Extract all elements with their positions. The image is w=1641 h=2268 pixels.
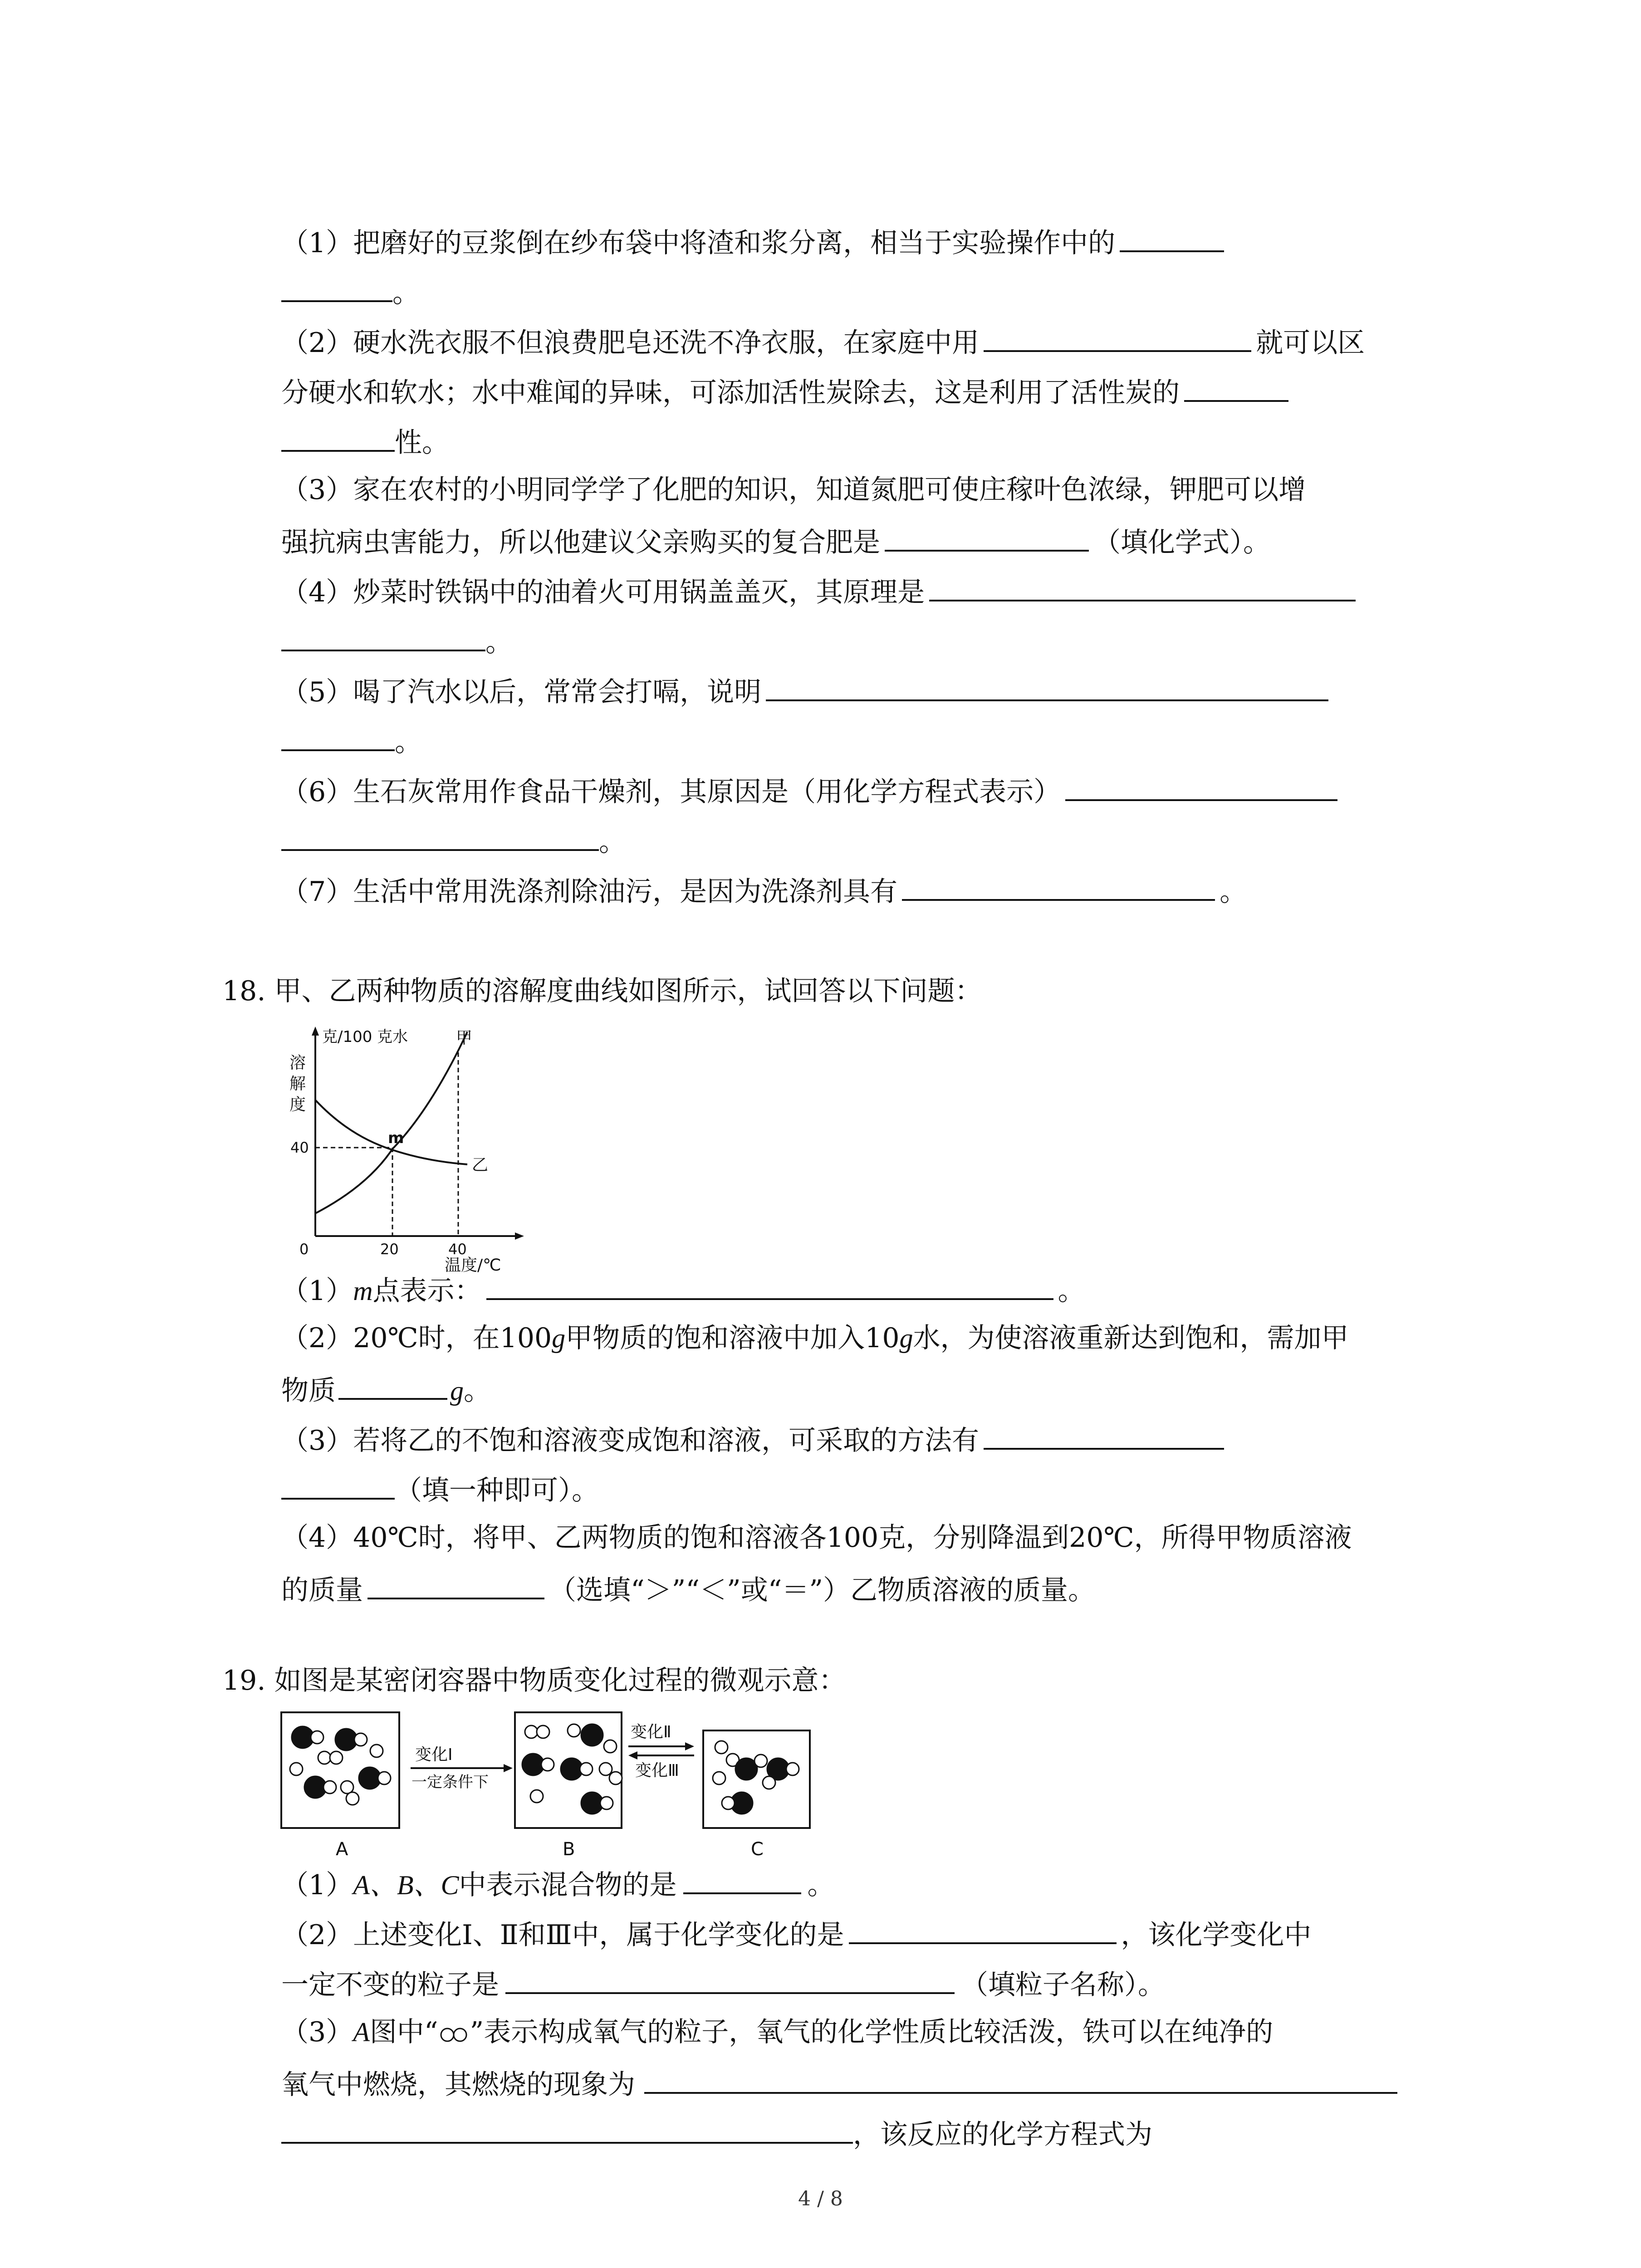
q17-text: 强抗病虫害能力，所以他建议父亲购买的复合肥是: [281, 527, 880, 558]
y-unit-label: 克/100 克水: [322, 1028, 408, 1046]
q17-text: （填化学式）。: [1093, 527, 1270, 558]
q17-text: （7）生活中常用洗涤剂除油污，是因为洗涤剂具有: [281, 876, 898, 908]
q17-text: 。: [485, 626, 513, 658]
q17-text: 。: [392, 277, 420, 309]
arrow2-head: [685, 1742, 694, 1750]
q17-line-14: [281, 871, 1247, 910]
q18-unit: g: [552, 1323, 566, 1353]
q17-line-10: [281, 671, 1328, 710]
q18-text: （2）20℃时，在100: [281, 1322, 552, 1354]
q18-text: （3）若将乙的不饱和溶液变成饱和溶液，可采取的方法有: [281, 1425, 980, 1457]
q17-text: 。: [1220, 876, 1247, 908]
q19-stem: 19. 如图是某密闭容器中物质变化过程的微观示意：: [222, 1665, 846, 1696]
q18-text: （4）40℃时，将甲、乙两物质的饱和溶液各100克，分别降温到20℃，所得甲物质溶液: [281, 1522, 1352, 1554]
q19-text: 中表示混合物的是: [459, 1869, 677, 1901]
q18-text: 甲物质的饱和溶液中加入10: [565, 1322, 900, 1354]
q17-line-1: [281, 222, 1224, 261]
q18-line-4: [281, 1420, 1224, 1459]
y-axis-label-1: 溶: [289, 1054, 306, 1072]
q19-text: （1）: [281, 1869, 353, 1901]
answer-blank[interactable]: [281, 821, 599, 851]
page-number: 4 / 8: [798, 2187, 843, 2210]
q17-line-7: [281, 522, 1270, 561]
q17-line-6: [281, 472, 1306, 508]
q18-unit: g: [899, 1323, 913, 1353]
answer-blank[interactable]: [1120, 222, 1224, 252]
q18-text: 点表示：: [372, 1275, 482, 1307]
x-tick-label-20: 20: [380, 1241, 399, 1258]
q18-line-7: [281, 1569, 1095, 1608]
q17-text: （6）生石灰常用作食品干燥剂，其原因是（用化学方程式表示）: [281, 776, 1061, 808]
q17-text: 就可以区: [1256, 327, 1365, 359]
origin-label: 0: [299, 1241, 309, 1258]
series-label-jia: 甲: [456, 1029, 473, 1047]
answer-blank[interactable]: [683, 1864, 801, 1894]
q17-text: （5）喝了汽水以后，常常会打嗝，说明: [281, 676, 762, 708]
box-c-particles: [713, 1741, 799, 1814]
q17-line-2: [281, 272, 420, 311]
q19-line-4: [281, 2014, 1273, 2050]
y-axis-label-2: 解: [289, 1075, 306, 1093]
q17-text: 分硬水和软水；水中难闻的异味，可添加活性炭除去，这是利用了活性炭的: [281, 377, 1180, 409]
q19-var: A: [353, 2017, 370, 2047]
oxygen-molecule-icon: [438, 2026, 470, 2044]
box-b-label: B: [563, 1839, 575, 1860]
answer-blank[interactable]: [766, 671, 1328, 701]
answer-blank[interactable]: [281, 1470, 395, 1500]
q17-text: （3）家在农村的小明同学学了化肥的知识，知道氮肥可使庄稼叶色浓绿，钾肥可以增: [281, 474, 1306, 506]
q18-text: 的质量: [281, 1574, 363, 1606]
q19-text: 一定不变的粒子是: [281, 1969, 499, 2001]
q19-text: ”表示构成氧气的粒子，氧气的化学性质比较活泼，铁可以在纯净的: [470, 2016, 1274, 2048]
q18-text: （1）: [281, 1275, 353, 1307]
q18-text: 。: [1058, 1275, 1085, 1307]
arrow2-top-label: 变化Ⅱ: [631, 1723, 671, 1741]
answer-blank[interactable]: [1065, 771, 1337, 801]
q18-text: 水，为使溶液重新达到饱和，需加甲: [913, 1322, 1349, 1354]
box-b-particles: [522, 1724, 622, 1814]
q19-line-5: [281, 2064, 1397, 2103]
x-axis-title: 温度/℃: [445, 1256, 501, 1275]
q18-text: （选填“＞”“＜”或“＝”）乙物质溶液的质量。: [549, 1574, 1096, 1606]
box-a-particles: [290, 1726, 391, 1805]
q19-text: 氧气中燃烧，其燃烧的现象为: [281, 2069, 635, 2101]
answer-blank[interactable]: [984, 322, 1251, 352]
answer-blank[interactable]: [281, 272, 392, 302]
q17-line-4: [281, 372, 1288, 411]
x-tick-label-40: 40: [448, 1241, 467, 1258]
box-c-label: C: [751, 1839, 764, 1860]
q17-text: （1）把磨好的豆浆倒在纱布袋中将渣和浆分离，相当于实验操作中的: [281, 227, 1116, 259]
answer-blank[interactable]: [984, 1420, 1224, 1450]
y-tick-label-40: 40: [290, 1139, 309, 1156]
q18-unit: g: [450, 1376, 464, 1406]
q19-text: 。: [807, 1869, 835, 1901]
q17-line-12: [281, 771, 1337, 810]
answer-blank[interactable]: [1184, 372, 1288, 402]
q17-line-11: [281, 721, 422, 760]
q18-text: （填一种即可）。: [395, 1475, 599, 1506]
answer-blank[interactable]: [367, 1569, 544, 1599]
q19-text: ，该反应的化学方程式为: [853, 2119, 1152, 2151]
answer-blank[interactable]: [644, 2064, 1397, 2094]
q19-line-6: [281, 2114, 1152, 2153]
answer-blank[interactable]: [281, 621, 485, 651]
q19-text: （3）: [281, 2016, 353, 2048]
arrow1-top-label: 变化Ⅰ: [415, 1745, 453, 1764]
q17-line-3: [281, 322, 1365, 361]
q17-line-13: [281, 821, 626, 860]
q19-text: （填粒子名称）。: [961, 1969, 1165, 2001]
q18-line-5: [281, 1470, 599, 1509]
curve-jia: [315, 1032, 467, 1213]
y-axis-label-3: 度: [289, 1095, 306, 1114]
micro-diagram: [279, 1710, 869, 1860]
q19-line-2: [281, 1914, 1312, 1953]
q18-text: 。: [464, 1375, 491, 1407]
q19-var: A、B、C: [353, 1870, 459, 1900]
point-m-label: m: [388, 1129, 404, 1147]
arrow1-head: [504, 1764, 513, 1772]
answer-blank[interactable]: [902, 871, 1215, 901]
solubility-chart: [277, 1023, 531, 1259]
answer-blank[interactable]: [885, 522, 1089, 552]
answer-blank[interactable]: [281, 721, 395, 751]
x-axis-arrow: [515, 1232, 524, 1240]
arrow3-head: [628, 1751, 637, 1760]
q19-text: ，该化学变化中: [1121, 1919, 1312, 1951]
q17-text: 性。: [395, 427, 449, 459]
answer-blank[interactable]: [505, 1964, 955, 1994]
q19-line-1: [281, 1864, 835, 1903]
answer-blank[interactable]: [338, 1370, 447, 1400]
q17-text: 。: [395, 726, 422, 758]
q17-text: 。: [599, 826, 626, 858]
q19-line-3: [281, 1964, 1165, 2003]
q17-text: （4）炒菜时铁锅中的油着火可用锅盖盖灭，其原理是: [281, 577, 925, 608]
q18-stem: 18. 甲、乙两种物质的溶解度曲线如图所示，试回答以下问题：: [222, 975, 982, 1007]
series-label-yi: 乙: [472, 1156, 489, 1174]
q18-line-1: [281, 1270, 1085, 1309]
q17-line-8: [281, 572, 1356, 611]
answer-blank[interactable]: [281, 422, 395, 452]
q17-text: （2）硬水洗衣服不但浪费肥皂还洗不净衣服，在家庭中用: [281, 327, 980, 359]
answer-blank[interactable]: [486, 1270, 1053, 1300]
q18-var: m: [353, 1276, 373, 1306]
q17-line-9: [281, 621, 513, 660]
arrow1-bottom-label: 一定条件下: [411, 1773, 489, 1791]
y-axis-arrow: [312, 1026, 319, 1036]
q19-text: （2）上述变化Ⅰ、Ⅱ和Ⅲ中，属于化学变化的是: [281, 1919, 844, 1951]
q19-text: 图中“: [369, 2016, 438, 2048]
q18-text: 物质: [281, 1375, 336, 1407]
answer-blank[interactable]: [281, 2114, 853, 2144]
answer-blank[interactable]: [929, 572, 1356, 601]
q17-line-5: [281, 422, 449, 461]
q18-line-3: [281, 1370, 491, 1409]
q18-line-6: [281, 1520, 1352, 1556]
arrow2-bottom-label: 变化Ⅲ: [635, 1761, 679, 1780]
q18-line-2: [281, 1320, 1349, 1356]
box-a-label: A: [336, 1839, 348, 1860]
answer-blank[interactable]: [849, 1914, 1117, 1944]
